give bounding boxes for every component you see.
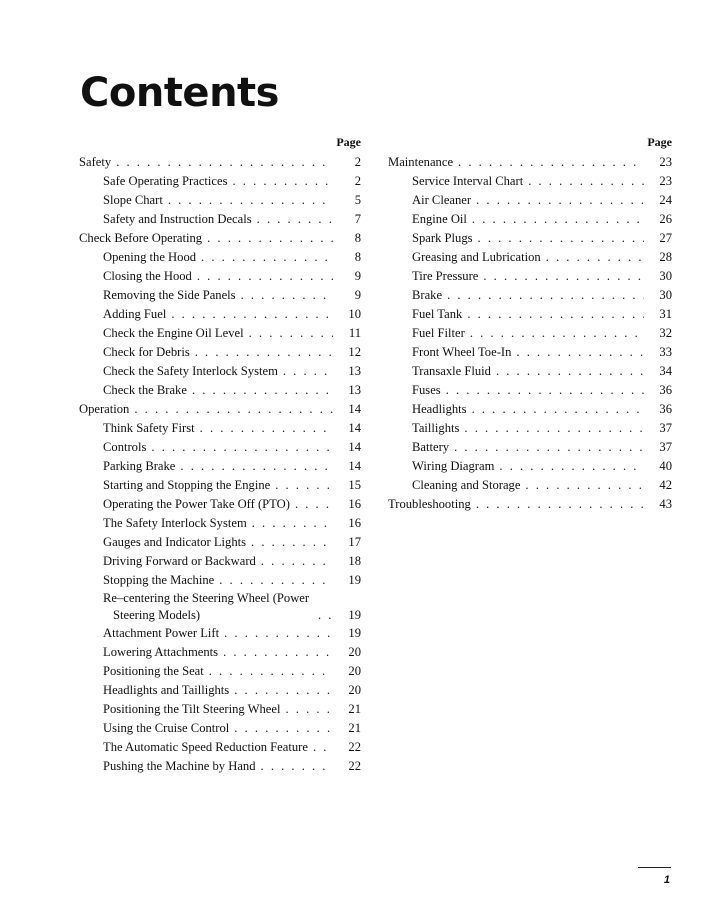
dot-leader	[546, 248, 644, 267]
dot-leader	[472, 400, 644, 419]
toc-entry[interactable]	[79, 700, 361, 719]
toc-entry[interactable]	[79, 191, 361, 210]
dot-leader	[251, 533, 333, 552]
toc-entry-page: 17	[348, 535, 361, 549]
toc-entry-label: Transaxle Fluid	[412, 364, 491, 378]
dot-leader	[525, 476, 644, 495]
toc-entry[interactable]	[79, 757, 361, 776]
toc-entry-label	[103, 590, 313, 624]
toc-entry[interactable]	[79, 343, 361, 362]
toc-entry-label: Attachment Power Lift	[103, 626, 220, 640]
dot-leader	[223, 643, 333, 662]
toc-entry[interactable]	[79, 153, 361, 172]
dot-leader	[224, 624, 333, 643]
toc-entry-page: 20	[348, 683, 361, 697]
toc-entry[interactable]	[79, 643, 361, 662]
toc-entry-page: 11	[348, 326, 361, 340]
toc-entry[interactable]	[79, 305, 361, 324]
toc-entry-label: Spark Plugs	[412, 231, 473, 245]
toc-entry[interactable]	[79, 210, 361, 229]
toc-entry[interactable]	[388, 286, 672, 305]
dot-leader	[168, 191, 333, 210]
toc-entry[interactable]	[79, 400, 361, 419]
toc-entry-page: 14	[348, 440, 361, 454]
toc-entry-page: 37	[659, 440, 672, 454]
toc-entry-page: 9	[354, 269, 361, 283]
toc-entry[interactable]	[79, 438, 361, 457]
dot-leader	[195, 343, 333, 362]
toc-entry[interactable]	[388, 305, 672, 324]
toc-entry[interactable]	[79, 248, 361, 267]
dot-leader	[180, 457, 333, 476]
toc-entry-page: 8	[354, 231, 361, 245]
footer-rule	[638, 867, 671, 868]
dot-leader	[151, 438, 333, 457]
toc-entry-page: 24	[659, 193, 672, 207]
toc-entry[interactable]	[79, 533, 361, 552]
toc-entry[interactable]	[388, 191, 672, 210]
toc-entry-page: 43	[659, 497, 672, 511]
toc-entry-label: Lowering Attachments	[103, 645, 219, 659]
dot-leader	[233, 172, 334, 191]
toc-entry-label: Removing the Side Panels	[103, 288, 236, 302]
dot-leader	[313, 738, 333, 757]
toc-entry-label: Positioning the Tilt Steering Wheel	[103, 702, 281, 716]
toc-entry-page: 16	[348, 516, 361, 530]
toc-entry-page: 23	[659, 174, 672, 188]
toc-entry-label: Taillights	[412, 421, 460, 435]
toc-entry-page: 27	[659, 231, 672, 245]
toc-entry-label: Opening the Hood	[103, 250, 197, 264]
toc-entry-label: Fuel Filter	[412, 326, 465, 340]
toc-entry-page: 37	[659, 421, 672, 435]
dot-leader	[116, 153, 333, 172]
toc-entry[interactable]	[388, 400, 672, 419]
page-column-header: Page	[647, 135, 672, 149]
dot-leader	[200, 419, 333, 438]
toc-entry-label: The Automatic Speed Reduction Feature	[103, 740, 308, 754]
toc-entry-label: Headlights	[412, 402, 467, 416]
toc-entry-page: 23	[659, 155, 672, 169]
toc-entry-label: Wiring Diagram	[412, 459, 495, 473]
toc-entry-label: Stopping the Machine	[103, 573, 215, 587]
toc-entry-page: 12	[348, 345, 361, 359]
toc-entry-label-line: Re–centering the Steering Wheel (Power	[103, 591, 310, 605]
toc-entry[interactable]	[79, 624, 361, 643]
toc-entry[interactable]	[79, 324, 361, 343]
toc-entry-page: 19	[348, 573, 361, 587]
toc-entry[interactable]	[388, 419, 672, 438]
toc-entry-page: 9	[354, 288, 361, 302]
toc-entry-list	[388, 153, 672, 514]
toc-entry-label: Starting and Stopping the Engine	[103, 478, 271, 492]
toc-entry-label: Controls	[103, 440, 147, 454]
toc-entry-label: Gauges and Indicator Lights	[103, 535, 247, 549]
toc-entry-page: 30	[659, 269, 672, 283]
toc-entry-page: 40	[659, 459, 672, 473]
toc-entry-page: 15	[348, 478, 361, 492]
dot-leader	[496, 362, 644, 381]
toc-entry-label: The Safety Interlock System	[103, 516, 247, 530]
dot-leader	[234, 719, 333, 738]
toc-entry-page: 14	[348, 402, 361, 416]
toc-entry[interactable]	[79, 457, 361, 476]
dot-leader	[472, 210, 644, 229]
page-number: 1	[663, 874, 670, 886]
toc-entry[interactable]	[79, 362, 361, 381]
toc-entry-label: Check the Brake	[103, 383, 187, 397]
toc-entry-list	[79, 153, 361, 776]
dot-leader	[295, 495, 333, 514]
toc-entry-page: 2	[354, 155, 361, 169]
dot-leader	[249, 324, 333, 343]
toc-entry[interactable]	[79, 738, 361, 757]
dot-leader	[476, 495, 644, 514]
toc-entry[interactable]	[388, 343, 672, 362]
toc-entry-page: 13	[348, 364, 361, 378]
page-column-header: Page	[336, 135, 361, 149]
dot-leader	[234, 681, 333, 700]
toc-entry-label: Tire Pressure	[412, 269, 479, 283]
toc-entry-label: Cleaning and Storage	[412, 478, 521, 492]
toc-entry-label: Check for Debris	[103, 345, 190, 359]
toc-entry-label: Parking Brake	[103, 459, 176, 473]
toc-entry-page: 10	[348, 307, 361, 321]
toc-entry-label: Operating the Power Take Off (PTO)	[103, 497, 290, 511]
toc-entry[interactable]	[79, 267, 361, 286]
toc-entry[interactable]	[79, 514, 361, 533]
toc-entry-label: Closing the Hood	[103, 269, 192, 283]
toc-entry-label: Engine Oil	[412, 212, 467, 226]
toc-left-column	[79, 134, 361, 776]
dot-leader	[209, 662, 333, 681]
toc-entry-page: 22	[348, 740, 361, 754]
toc-entry[interactable]	[79, 681, 361, 700]
toc-entry-page: 20	[348, 645, 361, 659]
toc-entry[interactable]	[388, 438, 672, 457]
toc-entry[interactable]	[79, 495, 361, 514]
dot-leader	[446, 381, 644, 400]
toc-entry[interactable]	[79, 381, 361, 400]
toc-entry-label: Think Safety First	[103, 421, 195, 435]
toc-entry-label: Safety	[79, 155, 112, 169]
toc-entry-label: Using the Cruise Control	[103, 721, 230, 735]
toc-entry-page: 36	[659, 402, 672, 416]
toc-entry-label: Check Before Operating	[79, 231, 203, 245]
dot-leader	[257, 210, 333, 229]
dot-leader	[478, 229, 644, 248]
toc-entry-label: Air Cleaner	[412, 193, 472, 207]
toc-entry-label: Check the Engine Oil Level	[103, 326, 244, 340]
toc-entry-page: 5	[354, 193, 361, 207]
toc-entry-page: 21	[348, 702, 361, 716]
toc-entry[interactable]	[79, 286, 361, 305]
toc-entry-page: 31	[659, 307, 672, 321]
dot-leader	[516, 343, 644, 362]
toc-entry-page: 26	[659, 212, 672, 226]
toc-entry[interactable]	[79, 172, 361, 191]
dot-leader	[454, 438, 644, 457]
toc-entry[interactable]	[388, 324, 672, 343]
toc-entry-page: 21	[348, 721, 361, 735]
dot-leader	[252, 514, 333, 533]
toc-entry-page: 8	[354, 250, 361, 264]
toc-entry-page: 19	[348, 626, 361, 640]
toc-entry-label: Greasing and Lubrication	[412, 250, 541, 264]
dot-leader	[197, 267, 333, 286]
toc-entry[interactable]	[388, 457, 672, 476]
dot-leader	[241, 286, 333, 305]
dot-leader	[318, 607, 333, 624]
page-title: Contents	[80, 70, 279, 116]
toc-entry-label: Operation	[79, 402, 130, 416]
toc-entry-page: 20	[348, 664, 361, 678]
toc-entry[interactable]	[79, 552, 361, 571]
toc-entry-label: Headlights and Taillights	[103, 683, 230, 697]
toc-entry-page: 16	[348, 497, 361, 511]
dot-leader	[447, 286, 644, 305]
toc-entry[interactable]	[388, 248, 672, 267]
toc-entry-label: Adding Fuel	[103, 307, 167, 321]
toc-entry-page: 30	[659, 288, 672, 302]
toc-entry-page: 2	[354, 174, 361, 188]
toc-entry[interactable]	[388, 381, 672, 400]
dot-leader	[219, 571, 333, 590]
toc-entry-label: Troubleshooting	[388, 497, 471, 511]
toc-entry[interactable]	[388, 210, 672, 229]
dot-leader	[483, 267, 644, 286]
toc-entry-label-line: Steering Models)	[113, 608, 201, 622]
toc-entry-page: 19	[348, 608, 361, 622]
toc-entry-page: 13	[348, 383, 361, 397]
toc-entry[interactable]	[388, 267, 672, 286]
toc-entry[interactable]	[388, 153, 672, 172]
toc-entry[interactable]	[388, 362, 672, 381]
toc-entry-label: Pushing the Machine by Hand	[103, 759, 256, 773]
toc-entry-page: 28	[659, 250, 672, 264]
dot-leader	[134, 400, 333, 419]
toc-entry-label: Fuel Tank	[412, 307, 463, 321]
dot-leader	[464, 419, 644, 438]
toc-entry-label: Safe Operating Practices	[103, 174, 228, 188]
toc-right-column	[388, 134, 672, 514]
toc-entry-page: 14	[348, 459, 361, 473]
toc-entry[interactable]	[388, 172, 672, 191]
dot-leader	[171, 305, 333, 324]
toc-entry[interactable]	[79, 476, 361, 495]
toc-entry-label: Fuses	[412, 383, 441, 397]
dot-leader	[275, 476, 333, 495]
dot-leader	[499, 457, 644, 476]
dot-leader	[458, 153, 644, 172]
toc-entry-label: Positioning the Seat	[103, 664, 204, 678]
toc-entry-label: Front Wheel Toe-In	[412, 345, 512, 359]
toc-entry[interactable]	[388, 476, 672, 495]
toc-entry-label: Service Interval Chart	[412, 174, 524, 188]
toc-entry-page: 42	[659, 478, 672, 492]
dot-leader	[192, 381, 333, 400]
toc-entry[interactable]	[79, 419, 361, 438]
dot-leader	[476, 191, 644, 210]
dot-leader	[286, 700, 334, 719]
dot-leader	[283, 362, 333, 381]
dot-leader	[207, 229, 333, 248]
dot-leader	[528, 172, 644, 191]
toc-entry-page: 7	[354, 212, 361, 226]
toc-entry-page: 36	[659, 383, 672, 397]
toc-entry-label: Driving Forward or Backward	[103, 554, 256, 568]
toc-entry-page: 32	[659, 326, 672, 340]
dot-leader	[467, 305, 644, 324]
toc-entry[interactable]	[79, 571, 361, 590]
toc-entry-page: 18	[348, 554, 361, 568]
dot-leader	[261, 757, 333, 776]
toc-entry[interactable]	[79, 719, 361, 738]
toc-entry-label: Slope Chart	[103, 193, 163, 207]
toc-entry-label: Check the Safety Interlock System	[103, 364, 278, 378]
toc-entry-page: 33	[659, 345, 672, 359]
dot-leader	[201, 248, 333, 267]
toc-entry[interactable]	[79, 662, 361, 681]
toc-entry-page: 34	[659, 364, 672, 378]
toc-entry-page: 22	[348, 759, 361, 773]
toc-entry-label: Maintenance	[388, 155, 454, 169]
dot-leader	[261, 552, 333, 571]
dot-leader	[470, 324, 644, 343]
toc-entry[interactable]	[79, 590, 361, 624]
toc-entry[interactable]	[79, 229, 361, 248]
toc-entry-page: 14	[348, 421, 361, 435]
toc-entry-label: Brake	[412, 288, 443, 302]
toc-entry-label: Safety and Instruction Decals	[103, 212, 252, 226]
toc-entry-label: Battery	[412, 440, 450, 454]
toc-entry[interactable]	[388, 229, 672, 248]
toc-entry[interactable]	[388, 495, 672, 514]
